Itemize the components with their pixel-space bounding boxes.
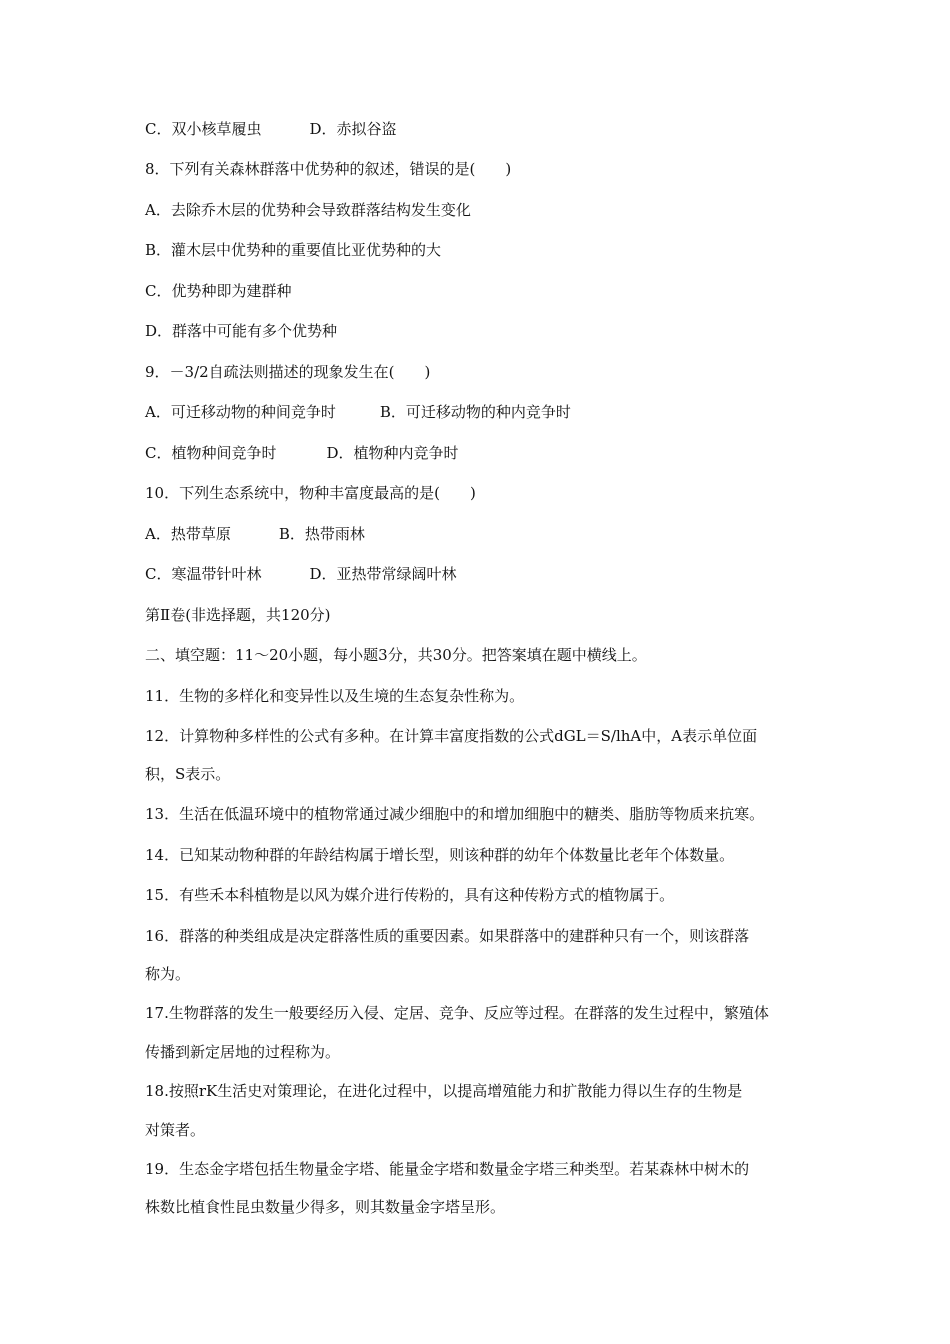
- q9-option-c: C．植物种间竞争时: [145, 444, 277, 462]
- q12-line-2: 积，S表示。: [145, 765, 231, 783]
- q13: 13．生活在低温环境中的植物常通过减少细胞中的和增加细胞中的糖类、脂肪等物质来抗寒。: [145, 805, 765, 823]
- q8-stem: 8．下列有关森林群落中优势种的叙述，错误的是( ): [145, 160, 512, 178]
- q12-line-1: 12．计算物种多样性的公式有多种。在计算丰富度指数的公式dGL＝S/lhA中，A表示单位面: [145, 727, 758, 745]
- q18-line-1: 18.按照rK生活史对策理论，在进化过程中，以提高增殖能力和扩散能力得以生存的生物是: [145, 1082, 743, 1100]
- fill-in-instructions: 二、填空题：11～20小题，每小题3分，共30分。把答案填在题中横线上。: [145, 646, 647, 664]
- q15: 15．有些禾本科植物是以风为媒介进行传粉的，具有这种传粉方式的植物属于。: [145, 886, 675, 904]
- q8-option-a: A．去除乔木层的优势种会导致群落结构发生变化: [145, 201, 471, 219]
- q17-line-1: 17.生物群落的发生一般要经历入侵、定居、竞争、反应等过程。在群落的发生过程中，繁殖体: [145, 1004, 769, 1022]
- q10-option-b: B．热带雨林: [278, 525, 365, 543]
- q19-line-1: 19．生态金字塔包括生物量金字塔、能量金字塔和数量金字塔三种类型。若某森林中树木的: [145, 1160, 750, 1178]
- q7-options-c-d: [145, 119, 397, 139]
- q11: 11．生物的多样化和变异性以及生境的生态复杂性称为。: [145, 687, 525, 705]
- q7-option-d: D．赤拟谷盗: [309, 120, 397, 138]
- q9-options-a-b: [145, 402, 571, 422]
- q9-options-c-d: [145, 443, 459, 463]
- q10-options-a-b: [145, 524, 365, 544]
- q18-line-2: 对策者。: [145, 1121, 206, 1139]
- section-2-heading: 第Ⅱ卷(非选择题，共120分): [145, 606, 331, 624]
- q14: 14．已知某动物种群的年龄结构属于增长型，则该种群的幼年个体数量比老年个体数量。: [145, 846, 735, 864]
- q8-option-c: C．优势种即为建群种: [145, 282, 292, 300]
- q7-option-c: C．双小核草履虫: [145, 120, 262, 138]
- q16-line-1: 16．群落的种类组成是决定群落性质的重要因素。如果群落中的建群种只有一个，则该群落: [145, 927, 750, 945]
- q16-line-2: 称为。: [145, 965, 191, 983]
- q8-option-d: D．群落中可能有多个优势种: [145, 322, 338, 340]
- q9-option-d: D．植物种内竞争时: [326, 444, 459, 462]
- q9-option-b: B．可迁移动物的种内竞争时: [379, 403, 571, 421]
- q10-option-a: A．热带草原: [145, 525, 231, 543]
- q9-stem: 9．－3/2自疏法则描述的现象发生在( ): [145, 363, 431, 381]
- q10-option-c: C．寒温带针叶林: [145, 565, 262, 583]
- q9-option-a: A．可迁移动物的种间竞争时: [145, 403, 336, 421]
- q10-options-c-d: [145, 564, 457, 584]
- q10-option-d: D．亚热带常绿阔叶林: [309, 565, 457, 583]
- q17-line-2: 传播到新定居地的过程称为。: [145, 1043, 341, 1061]
- q8-option-b: B．灌木层中优势种的重要值比亚优势种的大: [145, 241, 442, 259]
- q10-stem: 10．下列生态系统中，物种丰富度最高的是( ): [145, 484, 476, 502]
- q19-line-2: 株数比植食性昆虫数量少得多，则其数量金字塔呈形。: [145, 1198, 506, 1216]
